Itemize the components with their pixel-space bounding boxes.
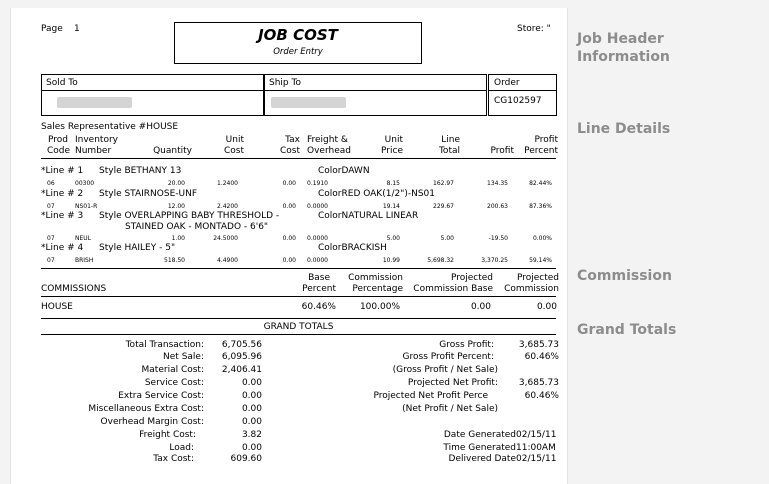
annotation-commission: Commission bbox=[577, 268, 672, 284]
line-price: 5.00 bbox=[386, 235, 400, 242]
total-label: Net Sale: bbox=[163, 352, 204, 362]
order-number: CG102597 bbox=[494, 96, 542, 106]
date-generated-value: 02/15/11 bbox=[516, 430, 557, 440]
net-profit-note: (Net Profit / Net Sale) bbox=[402, 404, 498, 414]
annotation-job-header-line2: Information bbox=[577, 49, 670, 65]
line-style: Style OVERLAPPING BABY THRESHOLD - bbox=[99, 211, 280, 221]
line-qty: 20.00 bbox=[167, 180, 185, 187]
line-total: 5,698.32 bbox=[427, 257, 454, 264]
line-inventory: NS01-R bbox=[75, 203, 98, 210]
gross-profit-note: (Gross Profit / Net Sale) bbox=[392, 365, 498, 375]
annotation-line-details: Line Details bbox=[577, 121, 671, 137]
comm-proj-base-h1: Projected bbox=[450, 273, 493, 283]
total-label: Freight Cost: bbox=[139, 430, 196, 440]
date-generated-label: Date Generated bbox=[443, 430, 516, 440]
line-profit-pct: 82.44% bbox=[529, 180, 552, 187]
line-qty: 1.00 bbox=[171, 235, 185, 242]
comm-pct-h1: Commission bbox=[348, 273, 403, 283]
sold-to-label: Sold To bbox=[46, 78, 78, 88]
line-price: 19.14 bbox=[382, 203, 400, 210]
order-box bbox=[488, 74, 557, 116]
line-style: Style STAIRNOSE-UNF bbox=[99, 189, 198, 199]
commission-name: HOUSE bbox=[41, 302, 73, 312]
line-qty: 518.50 bbox=[164, 257, 185, 264]
line-label: *Line # 3 bbox=[41, 211, 84, 221]
divider bbox=[265, 90, 486, 91]
line-total: 5.00 bbox=[440, 235, 454, 242]
line-label: *Line # 1 bbox=[41, 166, 84, 176]
col-profit-pct-1: Profit bbox=[534, 135, 558, 145]
commission-rule bbox=[41, 296, 556, 297]
report-title: JOB COST bbox=[258, 26, 338, 44]
projected-net-profit-pct-label: Projected Net Profit Perce bbox=[373, 391, 488, 401]
page-number: 1 bbox=[74, 24, 80, 34]
line-unit-cost: 24.5000 bbox=[213, 235, 238, 242]
line-tax: 0.00 bbox=[282, 257, 296, 264]
line-qty: 12.00 bbox=[167, 203, 185, 210]
line-profit: -19.50 bbox=[488, 235, 508, 242]
total-value: 0.00 bbox=[241, 404, 262, 414]
redacted-address bbox=[57, 97, 132, 108]
line-profit-pct: 59.14% bbox=[529, 257, 552, 264]
divider bbox=[42, 90, 263, 91]
delivered-date-label: Delivered Date bbox=[448, 454, 516, 464]
col-unit-price-1: Unit bbox=[384, 135, 403, 145]
time-generated-value: 11:00AM bbox=[516, 443, 556, 453]
line-price: 10.99 bbox=[382, 257, 400, 264]
col-line-total-1: Line bbox=[441, 135, 460, 145]
line-color: ColorDAWN bbox=[318, 166, 370, 176]
line-profit: 200.63 bbox=[487, 203, 508, 210]
commissions-label: COMMISSIONS bbox=[41, 284, 107, 294]
col-tax-1: Tax bbox=[285, 135, 300, 145]
projected-net-profit-value: 3,685.73 bbox=[518, 378, 559, 388]
total-value: 2,406.41 bbox=[221, 365, 262, 375]
line-code: 07 bbox=[47, 203, 55, 210]
comm-proj-h2: Commission bbox=[504, 284, 559, 294]
page-label: Page bbox=[41, 24, 63, 34]
line-price: 8.15 bbox=[386, 180, 400, 187]
total-value: 3.82 bbox=[241, 430, 262, 440]
line-unit-cost: 1.2400 bbox=[217, 180, 238, 187]
total-label: Service Cost: bbox=[144, 378, 204, 388]
line-total: 229.67 bbox=[433, 203, 454, 210]
totals-rule-top bbox=[41, 318, 556, 319]
total-label: Miscellaneous Extra Cost: bbox=[88, 404, 204, 414]
col-prod-code-2: Code bbox=[47, 146, 71, 156]
total-label: Total Transaction: bbox=[125, 340, 204, 350]
line-profit-pct: 0.00% bbox=[532, 235, 552, 242]
line-inventory: NEUL bbox=[75, 235, 92, 242]
comm-proj-h1: Projected bbox=[516, 273, 559, 283]
col-unit-cost-2: Cost bbox=[223, 146, 244, 156]
order-label: Order bbox=[494, 78, 520, 88]
col-inventory-1: Inventory bbox=[75, 135, 118, 145]
time-generated-label: Time Generated bbox=[443, 443, 516, 453]
line-color: ColorRED OAK(1/2")-NS01 bbox=[318, 189, 436, 199]
total-label: Extra Service Cost: bbox=[118, 391, 204, 401]
line-inventory: 00300 bbox=[75, 180, 95, 187]
total-value: 0.00 bbox=[241, 391, 262, 401]
total-value: 6,095.96 bbox=[221, 352, 262, 362]
total-value: 0.00 bbox=[241, 443, 262, 453]
gross-profit-label: Gross Profit: bbox=[439, 340, 494, 350]
line-code: 07 bbox=[47, 257, 55, 264]
line-freight: 0.0000 bbox=[307, 203, 328, 210]
line-inventory: BRISH bbox=[75, 257, 94, 264]
commission-base-pct: 60.46% bbox=[301, 302, 336, 312]
annotation-job-header bbox=[577, 30, 670, 66]
annotation-job-header-line1: Job Header bbox=[577, 31, 664, 47]
line-label: *Line # 2 bbox=[41, 189, 84, 199]
comm-proj-base-h2: Commission Base bbox=[413, 284, 493, 294]
col-profit-pct-2: Percent bbox=[524, 146, 558, 156]
line-unit-cost: 4.4900 bbox=[217, 257, 238, 264]
gross-profit-pct-label: Gross Profit Percent: bbox=[402, 352, 494, 362]
col-line-total-2: Total bbox=[438, 146, 460, 156]
sales-rep: Sales Representative #HOUSE bbox=[41, 122, 179, 132]
sold-to-box bbox=[41, 74, 264, 116]
col-freight-2: Overhead bbox=[307, 146, 351, 156]
total-label: Load: bbox=[169, 443, 194, 453]
gross-profit-value: 3,685.73 bbox=[518, 340, 559, 350]
redacted-address bbox=[271, 97, 346, 108]
line-label: *Line # 4 bbox=[41, 243, 84, 253]
total-value: 0.00 bbox=[241, 417, 262, 427]
commission-proj-base: 0.00 bbox=[470, 302, 491, 312]
lines-rule bbox=[41, 268, 556, 269]
col-prod-code-1: Prod bbox=[48, 135, 68, 145]
line-style-continued: STAINED OAK - MONTADO - 6'6" bbox=[125, 222, 269, 232]
totals-rule-bottom bbox=[41, 334, 556, 335]
total-value: 6,705.56 bbox=[221, 340, 262, 350]
total-label: Material Cost: bbox=[141, 365, 204, 375]
total-value: 609.60 bbox=[230, 454, 262, 464]
total-value: 0.00 bbox=[241, 378, 262, 388]
line-unit-cost: 2.4200 bbox=[217, 203, 238, 210]
line-tax: 0.00 bbox=[282, 235, 296, 242]
commission-pct: 100.00% bbox=[359, 302, 400, 312]
commission-proj: 0.00 bbox=[536, 302, 557, 312]
ship-to-label: Ship To bbox=[269, 78, 301, 88]
line-profit: 134.35 bbox=[487, 180, 508, 187]
line-code: 06 bbox=[47, 180, 55, 187]
col-quantity: Quantity bbox=[153, 146, 192, 156]
line-freight: 0.1910 bbox=[307, 180, 328, 187]
col-unit-cost-1: Unit bbox=[225, 135, 244, 145]
annotation-grand-totals: Grand Totals bbox=[577, 322, 677, 338]
col-inventory-2: Number bbox=[75, 146, 112, 156]
total-label: Overhead Margin Cost: bbox=[100, 417, 204, 427]
line-tax: 0.00 bbox=[282, 203, 296, 210]
report-title-box bbox=[174, 22, 422, 64]
col-freight-1: Freight & bbox=[307, 135, 348, 145]
comm-pct-h2: Percentage bbox=[352, 284, 403, 294]
grand-totals-heading: GRAND TOTALS bbox=[263, 322, 334, 332]
line-total: 162.97 bbox=[433, 180, 454, 187]
report-subtitle: Order Entry bbox=[273, 47, 323, 57]
store-label: Store: " bbox=[517, 24, 551, 34]
line-code: 07 bbox=[47, 235, 55, 242]
col-unit-price-2: Price bbox=[381, 146, 403, 156]
gross-profit-pct-value: 60.46% bbox=[524, 352, 559, 362]
col-tax-2: Cost bbox=[279, 146, 300, 156]
projected-net-profit-label: Projected Net Profit: bbox=[407, 378, 498, 388]
line-tax: 0.00 bbox=[282, 180, 296, 187]
header-rule bbox=[41, 158, 556, 159]
delivered-date-value: 02/15/11 bbox=[516, 454, 557, 464]
total-label: Tax Cost: bbox=[153, 454, 194, 464]
line-profit: 3,370.25 bbox=[481, 257, 508, 264]
line-style: Style HAILEY - 5" bbox=[99, 243, 176, 253]
comm-base-pct-h1: Base bbox=[308, 273, 330, 283]
line-freight: 0.0000 bbox=[307, 235, 328, 242]
projected-net-profit-pct-value: 60.46% bbox=[524, 391, 559, 401]
comm-base-pct-h2: Percent bbox=[302, 284, 336, 294]
col-profit: Profit bbox=[490, 146, 514, 156]
ship-to-box bbox=[264, 74, 487, 116]
divider bbox=[489, 90, 556, 91]
line-style: Style BETHANY 13 bbox=[99, 166, 182, 176]
line-color: ColorNATURAL LINEAR bbox=[318, 211, 419, 221]
line-profit-pct: 87.36% bbox=[529, 203, 552, 210]
line-color: ColorBRACKISH bbox=[318, 243, 387, 253]
line-freight: 0.0000 bbox=[307, 257, 328, 264]
